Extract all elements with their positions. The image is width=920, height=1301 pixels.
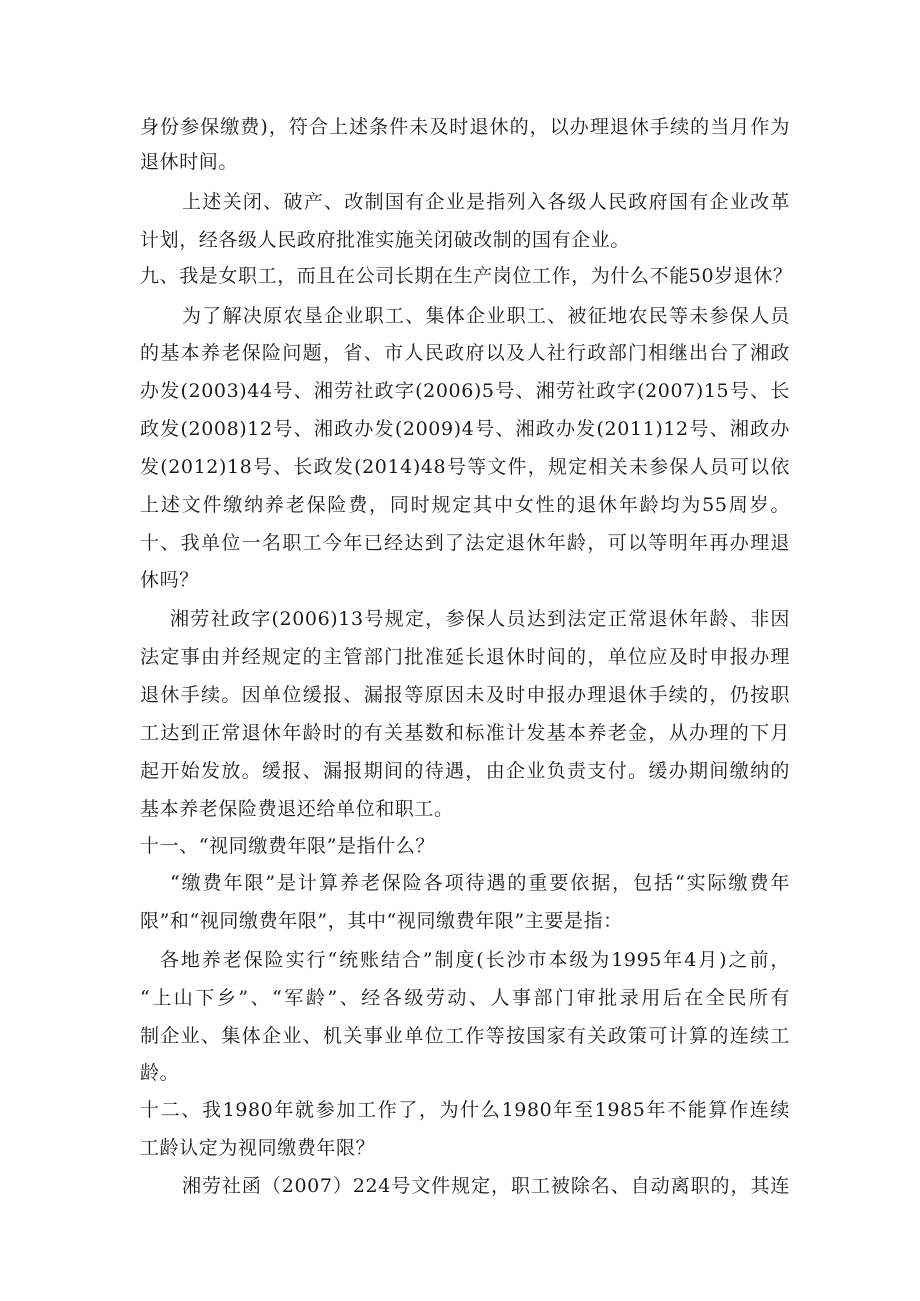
text-line: 法定事由并经规定的主管部门批准延长退休时间的，单位应及时申报办理 [140, 646, 790, 668]
text-line: 各地养老保险实行“统账结合”制度(长沙市本级为1995年4月)之前， [160, 949, 790, 971]
text-line: 龄。 [140, 1062, 180, 1084]
text-line: “缴费年限”是计算养老保险各项待遇的重要依据，包括“实际缴费年 [170, 872, 790, 894]
section-heading: 休吗？ [140, 569, 199, 591]
text-line: 退休手续。因单位缓报、漏报等原因未及时申报办理退休手续的，仍按职 [140, 684, 790, 706]
text-line: 基本养老保险费退还给单位和职工。 [140, 798, 454, 820]
text-line: 发(2012)18号、长政发(2014)48号等文件，规定相关未参保人员可以依 [140, 456, 790, 478]
text-line: 上述文件缴纳养老保险费，同时规定其中女性的退休年龄均为55周岁。 [140, 494, 790, 516]
text-line: 政发(2008)12号、湘政办发(2009)4号、湘政办发(2011)12号、湘政办 [140, 418, 790, 440]
text-line: 工达到正常退休年龄时的有关基数和标准计发基本养老金，从办理的下月 [140, 722, 790, 744]
section-heading: 十二、我1980年就参加工作了，为什么1980年至1985年不能算作连续 [140, 1099, 790, 1121]
text-line: 起开始发放。缓报、漏报期间的待遇，由企业负责支付。缓办期间缴纳的 [140, 760, 790, 782]
section-heading: 十一、“视同缴费年限”是指什么？ [140, 835, 436, 857]
text-line: 计划，经各级人民政府批准实施关闭破改制的国有企业。 [140, 229, 631, 251]
section-heading: 十、我单位一名职工今年已经达到了法定退休年龄，可以等明年再办理退 [140, 532, 790, 554]
text-line: 为了解决原农垦企业职工、集体企业职工、被征地农民等未参保人员 [182, 305, 790, 327]
section-heading: 九、我是女职工，而且在公司长期在生产岗位工作，为什么不能50岁退休？ [140, 265, 793, 287]
text-line: 的基本养老保险问题，省、市人民政府以及人社行政部门相继出台了湘政 [140, 342, 790, 364]
text-line: 退休时间。 [140, 151, 239, 173]
text-line: 办发(2003)44号、湘劳社政字(2006)5号、湘劳社政字(2007)15号、长 [140, 380, 790, 402]
text-line: 限”和“视同缴费年限”，其中“视同缴费年限”主要是指： [140, 910, 623, 932]
text-line: 身份参保缴费)，符合上述条件未及时退休的，以办理退休手续的当月作为 [140, 116, 790, 138]
text-line: 湘劳社函（2007）224号文件规定，职工被除名、自动离职的，其连 [182, 1175, 790, 1197]
text-line: 制企业、集体企业、机关事业单位工作等按国家有关政策可计算的连续工 [140, 1025, 790, 1047]
text-line: 上述关闭、破产、改制国有企业是指列入各级人民政府国有企业改革 [182, 191, 790, 213]
text-line: 湘劳社政字(2006)13号规定，参保人员达到法定正常退休年龄、非因 [170, 608, 790, 630]
section-heading: 工龄认定为视同缴费年限？ [140, 1137, 376, 1159]
text-line: “上山下乡”、“军龄”、经各级劳动、人事部门审批录用后在全民所有 [140, 987, 790, 1009]
